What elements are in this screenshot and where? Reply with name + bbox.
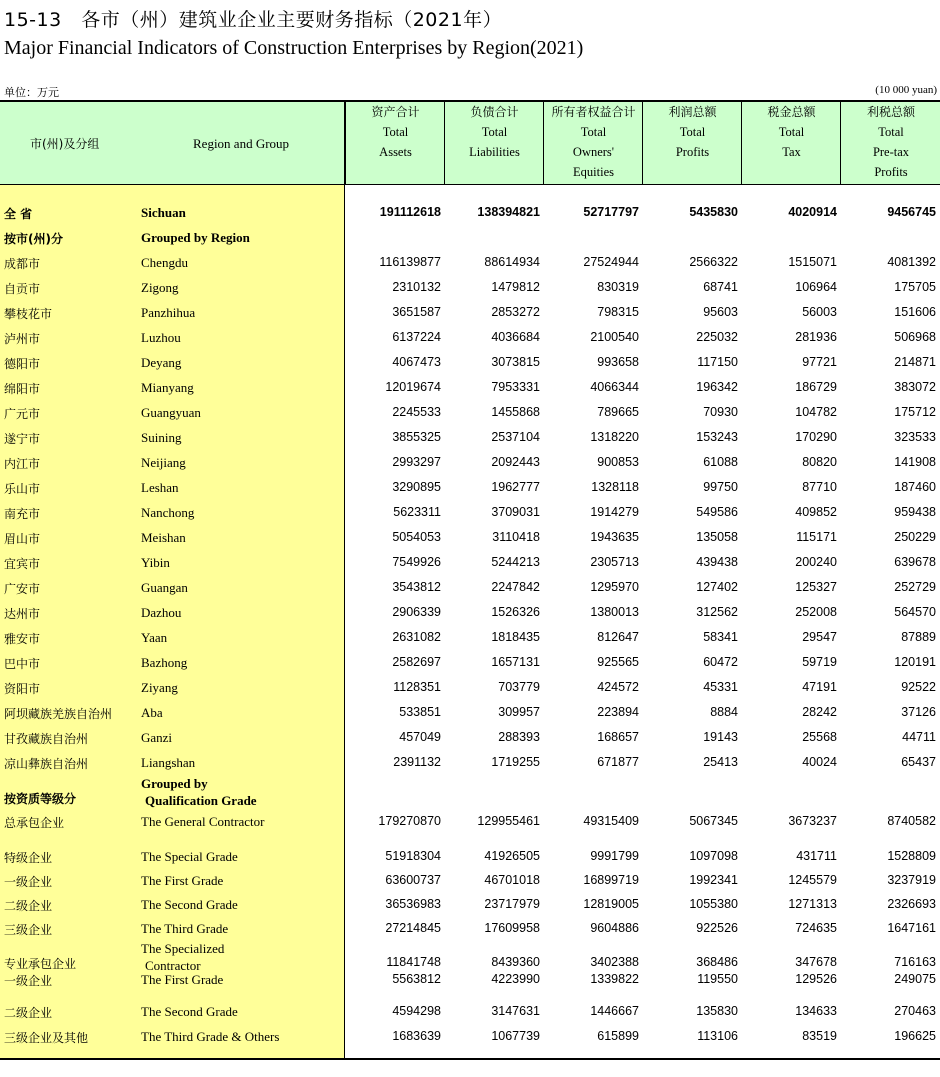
column-header-total-profits (642, 102, 742, 185)
row-label-en: Bazhong (141, 655, 188, 670)
row-label-cn: 总承包企业 (4, 816, 65, 830)
cell-owners-equities: 9991799 (590, 849, 639, 863)
row-label-en: Aba (141, 705, 163, 720)
cell-owners-equities: 900853 (597, 455, 639, 469)
column-header-line: Total (382, 125, 409, 139)
cell-total-liabilities: 4036684 (491, 330, 540, 344)
cell-total-profits: 135830 (696, 1004, 738, 1018)
cell-owners-equities: 16899719 (583, 873, 639, 887)
cell-owners-equities: 671877 (597, 755, 639, 769)
column-header-line: Pre-tax (872, 145, 910, 159)
cell-pretax-profits: 187460 (894, 480, 936, 494)
cell-total-assets: 5623311 (393, 505, 441, 519)
cell-total-profits: 368486 (696, 955, 738, 969)
cell-total-tax: 1245579 (788, 873, 837, 887)
column-header-line: 税金总额 (767, 105, 816, 119)
cell-total-profits: 922526 (696, 921, 738, 935)
cell-pretax-profits: 1528809 (887, 849, 936, 863)
cell-total-liabilities: 8439360 (491, 955, 540, 969)
row-label-cn: 宜宾市 (4, 557, 41, 571)
cell-total-liabilities: 2092443 (491, 455, 540, 469)
cell-total-profits: 1992341 (689, 873, 738, 887)
cell-pretax-profits: 323533 (894, 430, 936, 444)
column-header-line: 所有者权益合计 (551, 105, 636, 119)
cell-pretax-profits: 214871 (894, 355, 936, 369)
row-label-cn: 巴中市 (4, 657, 41, 671)
cell-total-profits: 549586 (696, 505, 738, 519)
row-label-cn: 广安市 (4, 582, 41, 596)
cell-total-profits: 2566322 (689, 255, 738, 269)
cell-total-liabilities: 1526326 (491, 605, 540, 619)
cell-total-assets: 2245533 (392, 405, 441, 419)
cell-owners-equities: 615899 (597, 1029, 639, 1043)
row-label-en: Guangan (141, 580, 188, 595)
row-label-en: Panzhihua (141, 305, 196, 320)
cell-total-assets: 5563812 (392, 972, 441, 986)
row-label-en: Suining (141, 430, 182, 445)
column-header-line: Total (481, 125, 508, 139)
cell-total-profits: 119550 (697, 972, 738, 986)
column-header-line: Profits (675, 145, 710, 159)
row-label-en: Luzhou (141, 330, 181, 345)
row-label-cn: 甘孜藏族自治州 (4, 732, 89, 746)
row-label-cn: 德阳市 (4, 357, 41, 371)
cell-total-tax: 281936 (795, 330, 837, 344)
row-label-en: Yibin (141, 555, 170, 570)
cell-total-liabilities: 1067739 (491, 1029, 540, 1043)
cell-total-profits: 5435830 (689, 205, 738, 219)
row-label-cn: 三级企业 (4, 923, 53, 937)
row-label-en: Meishan (141, 530, 186, 545)
cell-pretax-profits: 716163 (894, 955, 936, 969)
row-label-cn: 绵阳市 (4, 382, 41, 396)
column-header-owners-equities (543, 102, 643, 185)
cell-total-tax: 56003 (802, 305, 837, 319)
row-label-cn: 全 省 (4, 207, 33, 221)
cell-total-liabilities: 23717979 (484, 897, 540, 911)
cell-total-assets: 11841748 (386, 955, 441, 969)
cell-pretax-profits: 3237919 (887, 873, 936, 887)
row-label-en: Mianyang (141, 380, 194, 395)
row-label-en: The First Grade (141, 972, 224, 987)
row-label-cn: 雅安市 (4, 632, 41, 646)
cell-total-profits: 127402 (696, 580, 738, 594)
cell-pretax-profits: 959438 (894, 505, 936, 519)
cell-total-tax: 80820 (802, 455, 837, 469)
cell-total-liabilities: 288393 (498, 730, 540, 744)
cell-total-tax: 134633 (795, 1004, 837, 1018)
cell-owners-equities: 424572 (597, 680, 639, 694)
cell-total-tax: 431711 (796, 849, 837, 863)
cell-total-tax: 409852 (795, 505, 837, 519)
cell-total-assets: 191112618 (379, 205, 441, 219)
row-label-en: Chengdu (141, 255, 188, 270)
cell-total-tax: 1515071 (788, 255, 837, 269)
cell-total-profits: 1097098 (689, 849, 738, 863)
column-header-line: 利润总额 (668, 105, 717, 119)
cell-total-tax: 40024 (802, 755, 837, 769)
cell-total-profits: 70930 (703, 405, 738, 419)
row-label-en: Leshan (141, 480, 179, 495)
cell-total-assets: 2906339 (392, 605, 441, 619)
cell-total-tax: 1271313 (788, 897, 837, 911)
table-title-chinese: 15-13 各市（州）建筑业企业主要财务指标（2021年） (4, 9, 503, 31)
cell-total-assets: 3651587 (392, 305, 441, 319)
column-header-line: Total (580, 125, 607, 139)
cell-owners-equities: 4066344 (590, 380, 639, 394)
cell-total-tax: 104782 (795, 405, 837, 419)
cell-total-profits: 5067345 (689, 814, 738, 828)
column-header-line: Tax (782, 145, 801, 159)
row-label-cn: 广元市 (4, 407, 41, 421)
cell-total-profits: 61088 (703, 455, 738, 469)
row-label-cn: 按市(州)分 (4, 232, 63, 246)
financial-indicators-table (0, 100, 940, 1060)
cell-total-assets: 3543812 (392, 580, 441, 594)
column-header-total-liabilities (444, 102, 544, 185)
cell-total-liabilities: 3709031 (491, 505, 540, 519)
cell-total-assets: 4594298 (392, 1004, 441, 1018)
cell-pretax-profits: 141908 (894, 455, 936, 469)
cell-total-assets: 2310132 (392, 280, 441, 294)
cell-total-profits: 60472 (703, 655, 738, 669)
column-header-line: 利税总额 (866, 105, 915, 119)
row-label-cn: 阿坝藏族羌族自治州 (4, 707, 113, 721)
cell-total-profits: 99750 (703, 480, 738, 494)
cell-total-assets: 6137224 (392, 330, 441, 344)
cell-total-liabilities: 1719255 (491, 755, 540, 769)
cell-pretax-profits: 564570 (894, 605, 936, 619)
row-label-en: Ganzi (141, 730, 173, 745)
row-label-cn: 凉山彝族自治州 (4, 757, 89, 771)
row-label-en: Ziyang (141, 680, 178, 695)
cell-total-liabilities: 3147631 (491, 1004, 540, 1018)
cell-total-tax: 200240 (795, 555, 837, 569)
cell-total-assets: 2582697 (392, 655, 441, 669)
cell-owners-equities: 830319 (597, 280, 639, 294)
column-header-line: Assets (379, 145, 412, 159)
column-header-line: Total (878, 125, 904, 139)
cell-total-assets: 533851 (399, 705, 441, 719)
cell-total-assets: 12019674 (385, 380, 441, 394)
row-label-en: Yaan (141, 630, 168, 645)
row-label-en: The General Contractor (141, 814, 265, 829)
cell-total-assets: 27214845 (385, 921, 441, 935)
cell-owners-equities: 1295970 (590, 580, 639, 594)
row-label-en: The Second Grade (141, 1004, 238, 1019)
column-header-total-tax (741, 102, 841, 185)
row-label-cn: 达州市 (4, 607, 41, 621)
cell-total-assets: 5054053 (392, 530, 441, 544)
cell-total-profits: 196342 (696, 380, 738, 394)
cell-total-tax: 170290 (795, 430, 837, 444)
row-label-en: The Second Grade (141, 897, 238, 912)
cell-total-profits: 45331 (703, 680, 738, 694)
row-label-en: The Third Grade & Others (141, 1029, 280, 1044)
cell-total-liabilities: 3110418 (492, 530, 540, 544)
row-label-en: Nanchong (141, 505, 195, 520)
cell-total-assets: 36536983 (385, 897, 441, 911)
cell-total-liabilities: 17609958 (484, 921, 540, 935)
cell-total-tax: 59719 (802, 655, 837, 669)
row-label-cn: 二级企业 (4, 1006, 53, 1020)
cell-total-assets: 7549926 (392, 555, 441, 569)
row-label-en-line2: Qualification Grade (145, 793, 257, 808)
region-header-cn: 市(州)及分组 (30, 137, 100, 151)
row-label-en: Neijiang (141, 455, 186, 470)
cell-owners-equities: 223894 (597, 705, 639, 719)
row-label-en: The First Grade (141, 873, 224, 888)
row-label-en-line2: Contractor (145, 958, 201, 973)
row-label-cn: 专业承包企业 (4, 957, 77, 971)
cell-total-assets: 63600737 (385, 873, 441, 887)
cell-total-profits: 25413 (703, 755, 738, 769)
row-label-en: Zigong (141, 280, 179, 295)
cell-total-tax: 347678 (795, 955, 837, 969)
cell-owners-equities: 1339822 (590, 972, 639, 986)
column-header-line: Total (679, 125, 706, 139)
cell-total-liabilities: 1455868 (491, 405, 540, 419)
row-label-cn: 成都市 (4, 257, 41, 271)
row-label-en: Liangshan (141, 755, 196, 770)
column-header-line: Total (778, 125, 805, 139)
cell-total-profits: 312562 (696, 605, 738, 619)
cell-total-assets: 4067473 (392, 355, 441, 369)
cell-pretax-profits: 1647161 (887, 921, 936, 935)
cell-owners-equities: 27524944 (583, 255, 639, 269)
cell-total-liabilities: 3073815 (491, 355, 540, 369)
column-header-line: 负债合计 (470, 105, 519, 119)
cell-owners-equities: 49315409 (583, 814, 639, 828)
cell-pretax-profits: 9456745 (887, 205, 936, 219)
cell-owners-equities: 1914279 (590, 505, 639, 519)
cell-total-assets: 457049 (399, 730, 441, 744)
cell-owners-equities: 12819005 (583, 897, 639, 911)
cell-owners-equities: 925565 (597, 655, 639, 669)
cell-total-assets: 1683639 (392, 1029, 441, 1043)
row-label-cn: 乐山市 (4, 482, 41, 496)
cell-pretax-profits: 92522 (901, 680, 936, 694)
cell-pretax-profits: 249075 (894, 972, 936, 986)
cell-total-tax: 87710 (802, 480, 837, 494)
region-header-cell (0, 102, 344, 185)
column-header-pretax-profits (840, 102, 940, 185)
cell-pretax-profits: 8740582 (887, 814, 936, 828)
column-header-line: Profits (874, 165, 908, 179)
cell-total-assets: 2631082 (392, 630, 441, 644)
cell-total-tax: 97721 (802, 355, 837, 369)
cell-total-profits: 117150 (697, 355, 738, 369)
cell-pretax-profits: 87889 (901, 630, 936, 644)
column-header-line: Equities (573, 165, 614, 179)
cell-total-profits: 58341 (703, 630, 738, 644)
row-label-cn: 自贡市 (4, 282, 41, 296)
cell-total-tax: 186729 (795, 380, 837, 394)
cell-total-assets: 179270870 (378, 814, 441, 828)
cell-pretax-profits: 250229 (894, 530, 936, 544)
cell-pretax-profits: 4081392 (887, 255, 936, 269)
row-label-en: Grouped by Region (141, 230, 250, 245)
row-label-en: Grouped by (141, 776, 208, 791)
row-label-cn: 一级企业 (4, 974, 53, 988)
cell-total-liabilities: 1962777 (491, 480, 540, 494)
cell-owners-equities: 3402388 (590, 955, 639, 969)
cell-total-liabilities: 309957 (498, 705, 540, 719)
cell-owners-equities: 1318220 (590, 430, 639, 444)
region-header-en: Region and Group (193, 136, 290, 151)
row-label-cn: 泸州市 (4, 332, 41, 346)
cell-total-liabilities: 88614934 (484, 255, 540, 269)
cell-owners-equities: 2100540 (590, 330, 639, 344)
cell-pretax-profits: 175705 (894, 280, 936, 294)
cell-total-tax: 129526 (795, 972, 837, 986)
cell-total-tax: 3673237 (788, 814, 837, 828)
row-label-cn: 二级企业 (4, 899, 53, 913)
row-label-en: Guangyuan (141, 405, 201, 420)
row-label-cn: 眉山市 (4, 532, 41, 546)
cell-owners-equities: 52717797 (583, 205, 639, 219)
cell-total-profits: 113106 (697, 1029, 738, 1043)
cell-total-liabilities: 41926505 (484, 849, 540, 863)
cell-total-tax: 83519 (802, 1029, 837, 1043)
cell-pretax-profits: 120191 (894, 655, 936, 669)
cell-total-liabilities: 1479812 (491, 280, 540, 294)
row-label-cn: 资阳市 (4, 682, 41, 696)
cell-owners-equities: 168657 (597, 730, 639, 744)
cell-total-liabilities: 5244213 (491, 555, 540, 569)
row-label-en: Sichuan (141, 205, 186, 220)
cell-pretax-profits: 37126 (901, 705, 936, 719)
cell-total-profits: 19143 (703, 730, 738, 744)
cell-owners-equities: 812647 (597, 630, 639, 644)
cell-total-assets: 3290895 (392, 480, 441, 494)
cell-total-assets: 2993297 (392, 455, 441, 469)
row-label-en: The Special Grade (141, 849, 238, 864)
unit-label-chinese: 单位：万元 (4, 86, 59, 99)
cell-owners-equities: 789665 (597, 405, 639, 419)
cell-pretax-profits: 65437 (901, 755, 936, 769)
cell-total-tax: 115171 (796, 530, 837, 544)
cell-owners-equities: 1328118 (591, 480, 639, 494)
cell-total-assets: 3855325 (392, 430, 441, 444)
cell-total-profits: 8884 (710, 705, 738, 719)
cell-owners-equities: 1943635 (590, 530, 639, 544)
row-label-cn: 特级企业 (4, 851, 53, 865)
row-label-cn: 按资质等级分 (4, 792, 77, 806)
row-label-cn: 遂宁市 (4, 432, 41, 446)
cell-total-liabilities: 1818435 (491, 630, 540, 644)
row-label-cn: 攀枝花市 (4, 307, 53, 321)
cell-total-profits: 68741 (703, 280, 738, 294)
unit-label-english: (10 000 yuan) (875, 84, 937, 96)
cell-total-tax: 25568 (802, 730, 837, 744)
cell-total-liabilities: 138394821 (477, 205, 540, 219)
row-label-en: The Specialized (141, 941, 225, 956)
cell-total-tax: 125327 (795, 580, 837, 594)
cell-owners-equities: 1380013 (590, 605, 639, 619)
cell-total-liabilities: 4223990 (491, 972, 540, 986)
cell-total-liabilities: 7953331 (491, 380, 540, 394)
cell-total-liabilities: 703779 (498, 680, 540, 694)
cell-total-assets: 1128351 (393, 680, 441, 694)
cell-total-liabilities: 129955461 (477, 814, 540, 828)
cell-total-liabilities: 2853272 (491, 305, 540, 319)
cell-pretax-profits: 44711 (902, 730, 936, 744)
cell-pretax-profits: 383072 (894, 380, 936, 394)
cell-total-profits: 1055380 (689, 897, 738, 911)
column-header-total-assets (345, 102, 445, 185)
column-header-line: 资产合计 (371, 105, 420, 119)
cell-pretax-profits: 270463 (894, 1004, 936, 1018)
cell-owners-equities: 1446667 (590, 1004, 639, 1018)
row-label-en: The Third Grade (141, 921, 229, 936)
cell-total-liabilities: 2247842 (491, 580, 540, 594)
row-label-en: Dazhou (141, 605, 182, 620)
column-header-line: Liabilities (469, 145, 520, 159)
cell-total-profits: 153243 (696, 430, 738, 444)
cell-total-tax: 47191 (802, 680, 837, 694)
cell-pretax-profits: 196625 (894, 1029, 936, 1043)
cell-total-tax: 28242 (802, 705, 837, 719)
cell-total-assets: 51918304 (385, 849, 441, 863)
column-header-line: Owners' (572, 145, 615, 159)
cell-pretax-profits: 252729 (894, 580, 936, 594)
cell-total-liabilities: 2537104 (491, 430, 540, 444)
cell-total-tax: 29547 (802, 630, 837, 644)
cell-pretax-profits: 151606 (894, 305, 936, 319)
cell-pretax-profits: 2326693 (887, 897, 936, 911)
cell-total-profits: 135058 (696, 530, 738, 544)
cell-total-assets: 116139877 (379, 255, 441, 269)
cell-total-assets: 2391132 (393, 755, 441, 769)
cell-owners-equities: 2305713 (590, 555, 639, 569)
cell-total-tax: 252008 (795, 605, 837, 619)
cell-pretax-profits: 506968 (894, 330, 936, 344)
cell-total-profits: 95603 (703, 305, 738, 319)
cell-owners-equities: 993658 (597, 355, 639, 369)
cell-total-profits: 225032 (696, 330, 738, 344)
cell-total-liabilities: 1657131 (491, 655, 540, 669)
row-label-en: Deyang (141, 355, 182, 370)
row-label-cn: 内江市 (4, 457, 41, 471)
row-label-cn: 一级企业 (4, 875, 53, 889)
cell-total-tax: 724635 (795, 921, 837, 935)
cell-pretax-profits: 175712 (894, 405, 936, 419)
cell-total-tax: 106964 (795, 280, 837, 294)
row-label-cn: 三级企业及其他 (4, 1031, 89, 1045)
table-title-english: Major Financial Indicators of Construction Enterprises by Region(2021) (4, 37, 584, 59)
cell-total-liabilities: 46701018 (484, 873, 540, 887)
row-label-cn: 南充市 (4, 507, 41, 521)
cell-total-profits: 439438 (696, 555, 738, 569)
cell-pretax-profits: 639678 (894, 555, 936, 569)
cell-owners-equities: 798315 (597, 305, 639, 319)
cell-owners-equities: 9604886 (590, 921, 639, 935)
cell-total-tax: 4020914 (788, 205, 837, 219)
